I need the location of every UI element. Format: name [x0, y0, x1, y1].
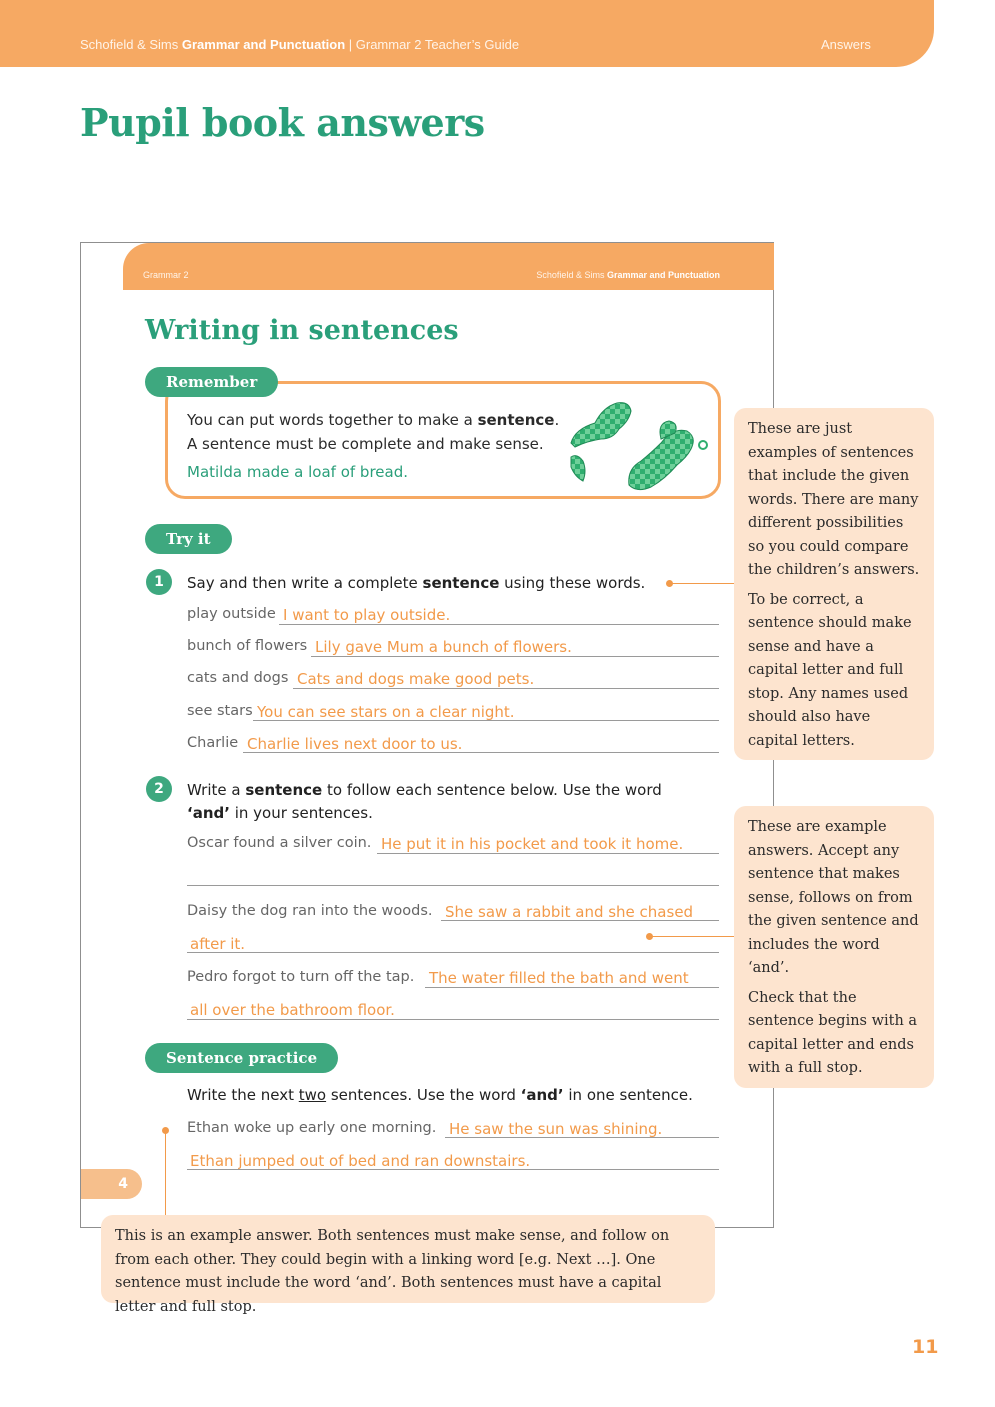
q2-answer-3a: The water filled the bath and went [429, 969, 689, 987]
q1-answer-5: Charlie lives next door to us. [247, 735, 463, 753]
question-number-1: 1 [146, 569, 172, 595]
section-title: Writing in sentences [145, 315, 459, 346]
remember-line-1: You can put words together to make a sentence. [187, 411, 560, 429]
answer-line [445, 1137, 719, 1138]
oven-mitts-illustration [565, 399, 713, 493]
note-q1 [734, 408, 934, 760]
book-band-right-label: Schofield & Sims Grammar and Punctuation [536, 270, 720, 280]
book-band-left-label: Grammar 2 [143, 270, 189, 280]
q2-answer-1: He put it in his pocket and took it home. [381, 835, 684, 853]
try-it-label: Try it [145, 524, 232, 554]
q1-prompt-3: cats and dogs [187, 670, 289, 686]
answer-line [293, 688, 719, 689]
q1-answer-2: Lily gave Mum a bunch of flowers. [315, 638, 572, 656]
book-page-number: 4 [81, 1169, 142, 1199]
note-q1-paragraph-2: To be correct, a sentence should make sense and have a capital letter and full stop. Any names used should also have capital letters. [748, 591, 912, 749]
sentence-practice-label: Sentence practice [145, 1043, 338, 1073]
answer-line [243, 752, 719, 753]
q2-answer-3b: all over the bathroom floor. [190, 1001, 395, 1019]
note-q2-paragraph-1: These are example answers. Accept any sentence that makes sense, follows on from the given sentence and includes the word ‘and’. [748, 819, 919, 976]
note-practice-connector-dot [162, 1127, 169, 1134]
page-title: Pupil book answers [80, 100, 485, 145]
note-q1-paragraph-1: These are just examples of sentences that include the given words. There are many different possibilities so you could compare the children’s answers. [748, 421, 920, 578]
note-practice-connector [165, 1130, 166, 1216]
practice-instruction: Write the next two sentences. Use the word ‘and’ in one sentence. [187, 1086, 693, 1104]
remember-line-2: A sentence must be complete and make sense. [187, 435, 544, 453]
q1-answer-3: Cats and dogs make good pets. [297, 670, 535, 688]
answer-line [441, 920, 719, 921]
q1-prompt-4: see stars [187, 703, 253, 719]
header-series-title: Schofield & Sims Grammar and Punctuation | Grammar 2 Teacher’s Guide [80, 37, 520, 52]
note-q2 [734, 806, 934, 1088]
header-section-label: Answers [821, 37, 871, 52]
answer-line [187, 952, 719, 953]
q2-prompt-1: Oscar found a silver coin. [187, 835, 372, 851]
answer-line [425, 987, 719, 988]
note-q1-connector [670, 583, 734, 584]
remember-example: Matilda made a loaf of bread. [187, 463, 408, 481]
answer-line [377, 853, 719, 854]
q1-prompt-2: bunch of flowers [187, 638, 308, 654]
note-q2-paragraph-2: Check that the sentence begins with a capital letter and ends with a full stop. [748, 989, 918, 1076]
q1-answer-4: You can see stars on a clear night. [257, 703, 515, 721]
answer-line [311, 656, 719, 657]
q2-answer-2a: She saw a rabbit and she chased [445, 903, 694, 921]
answer-line [187, 1019, 719, 1020]
note-q2-connector [650, 936, 734, 937]
answer-line [187, 885, 719, 886]
q2-prompt-2: Daisy the dog ran into the woods. [187, 903, 433, 919]
q1-prompt-5: Charlie [187, 735, 239, 751]
answer-line [253, 720, 719, 721]
q2-answer-2b: after it. [190, 935, 246, 953]
pupil-book-page [80, 242, 774, 1228]
remember-label: Remember [145, 367, 278, 397]
note-practice: This is an example answer. Both sentences must make sense, and follow on from each other. They could begin with a linking word [e.g. Next …]. One sentence must include the word ‘and’. Both sentences must have a capital letter and full stop. [101, 1215, 715, 1303]
practice-answer-2: Ethan jumped out of bed and ran downstairs. [190, 1152, 531, 1170]
note-q2-connector-dot [646, 933, 653, 940]
page-number: 11 [912, 1336, 939, 1358]
question-1-text: Say and then write a complete sentence using these words. [187, 574, 646, 592]
practice-prompt: Ethan woke up early one morning. [187, 1120, 437, 1136]
answer-line [187, 1169, 719, 1170]
question-2-text: Write a sentence to follow each sentence below. Use the word ‘and’ in your sentences. [187, 781, 662, 822]
practice-answer-1: He saw the sun was shining. [449, 1120, 663, 1138]
header-band [0, 0, 934, 67]
question-number-2: 2 [146, 776, 172, 802]
book-header-band [123, 243, 774, 290]
q1-prompt-1: play outside [187, 606, 276, 622]
answer-line [279, 624, 719, 625]
note-q1-connector-dot [666, 580, 673, 587]
q2-prompt-3: Pedro forgot to turn off the tap. [187, 969, 415, 985]
q1-answer-1: I want to play outside. [283, 606, 451, 624]
